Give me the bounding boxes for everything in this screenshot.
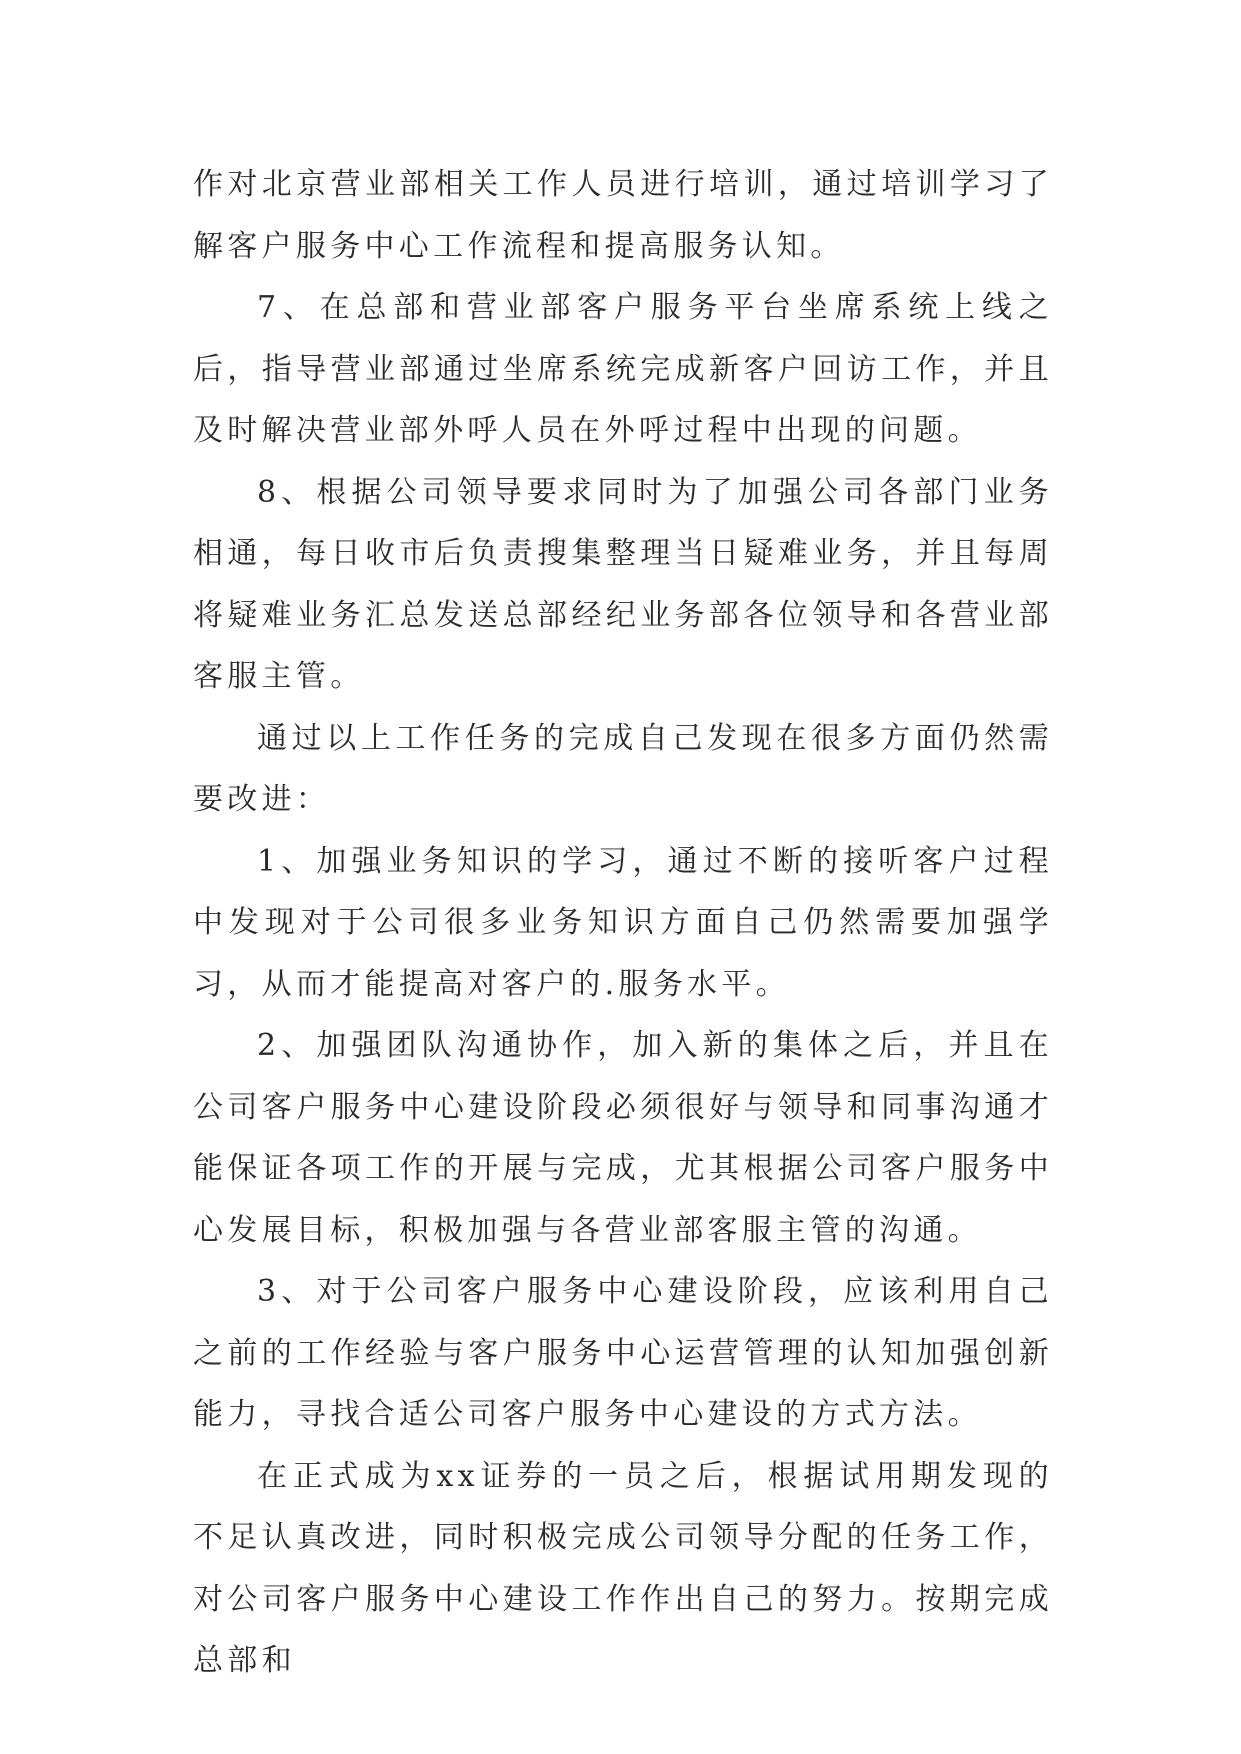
paragraph-improvements-intro: 通过以上工作任务的完成自己发现在很多方面仍然需要改进：	[193, 720, 1053, 817]
paragraph-improvement-3: 3、对于公司客户服务中心建设阶段，应该利用自己之前的工作经验与客户服务中心运营管理的认知加强创新能力，寻找合适公司客户服务中心建设的方式方法。	[193, 1274, 1053, 1432]
paragraph-improvement-1: 1、加强业务知识的学习，通过不断的接听客户过程中发现对于公司很多业务知识方面自己仍然需要加强学习，从而才能提高对客户的.服务水平。	[193, 843, 1053, 1002]
paragraph-improvement-2: 2、加强团队沟通协作，加入新的集体之后，并且在公司客户服务中心建设阶段必须很好与领导和同事沟通才能保证各项工作的开展与完成，尤其根据公司客户服务中心发展目标，积极加强与各营业部客服主管的沟通。	[193, 1028, 1053, 1248]
document-body	[193, 154, 1053, 1692]
paragraph-item-8: 8、根据公司领导要求同时为了加强公司各部门业务相通，每日收市后负责搜集整理当日疑难业务，并且每周将疑难业务汇总发送总部经纪业务部各位领导和各营业部客服主管。	[193, 474, 1053, 694]
paragraph-continuation: 作对北京营业部相关工作人员进行培训，通过培训学习了解客户服务中心工作流程和提高服务认知。	[193, 167, 1053, 264]
paragraph-item-7: 7、在总部和营业部客户服务平台坐席系统上线之后，指导营业部通过坐席系统完成新客户回访工作，并且及时解决营业部外呼人员在外呼过程中出现的问题。	[193, 290, 1053, 448]
paragraph-conclusion: 在正式成为xx证券的一员之后，根据试用期发现的不足认真改进，同时积极完成公司领导分配的任务工作，对公司客户服务中心建设工作作出自己的努力。按期完成总部和	[193, 1458, 1053, 1678]
